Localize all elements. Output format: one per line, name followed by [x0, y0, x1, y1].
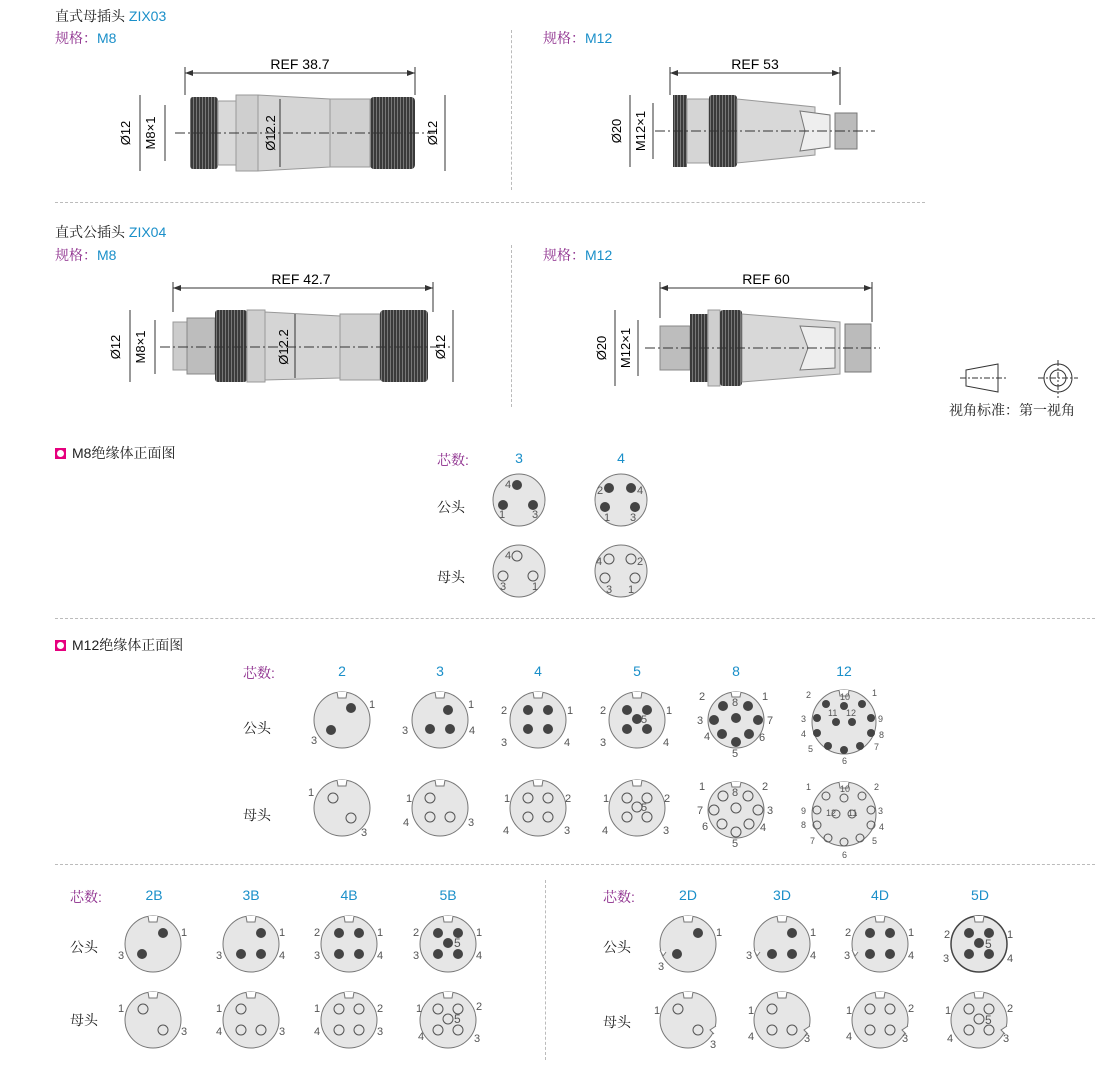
svg-text:5: 5: [641, 802, 648, 814]
d-male-2pin: [650, 912, 730, 976]
svg-text:2: 2: [874, 782, 880, 792]
svg-text:4: 4: [602, 825, 609, 837]
m8-insulator-heading: [55, 443, 175, 463]
view-standard-icon: [960, 360, 1090, 400]
svg-text:5: 5: [454, 1012, 461, 1026]
svg-text:1: 1: [1007, 929, 1014, 941]
svg-text:3: 3: [361, 827, 368, 839]
dim-diameter-body: Ø12.2: [276, 329, 291, 365]
dim-diameter-outer: Ø20: [594, 335, 609, 361]
dim-diameter-nut: Ø12: [425, 120, 440, 146]
svg-text:6: 6: [842, 850, 848, 860]
m12-male-5pin: [597, 688, 677, 752]
core-count: 3: [515, 450, 523, 466]
core-count: 3B: [242, 887, 260, 903]
svg-text:3: 3: [564, 825, 571, 837]
core-count: 8: [732, 663, 740, 679]
d-female-2pin: [650, 988, 730, 1052]
spec-male-m12: [543, 245, 612, 265]
core-count: 12: [836, 663, 852, 679]
core-count: 4: [617, 450, 625, 466]
svg-text:4: 4: [377, 950, 384, 962]
svg-text:4: 4: [947, 1033, 954, 1045]
svg-text:2: 2: [314, 927, 321, 939]
svg-text:4: 4: [314, 1026, 321, 1038]
svg-text:2: 2: [565, 793, 572, 805]
m12-female-5pin: [597, 776, 677, 840]
core-count: 4B: [340, 887, 358, 903]
svg-text:2: 2: [908, 1003, 915, 1015]
svg-text:2: 2: [476, 1001, 483, 1013]
svg-text:5: 5: [985, 1013, 992, 1027]
svg-text:3: 3: [630, 512, 637, 524]
svg-text:2: 2: [413, 927, 420, 939]
svg-text:5: 5: [808, 744, 814, 754]
svg-text:9: 9: [878, 714, 884, 724]
female-plug-name: 直式母插头: [55, 8, 125, 24]
m12-insulator-title: M12绝缘体正面图: [72, 637, 184, 653]
svg-text:3: 3: [697, 715, 704, 727]
svg-text:1: 1: [806, 782, 812, 792]
svg-text:2: 2: [664, 793, 671, 805]
divider-vertical: [545, 880, 546, 1060]
dim-diameter-body: Ø12.2: [263, 115, 278, 151]
svg-text:7: 7: [810, 836, 816, 846]
svg-text:1: 1: [666, 705, 673, 717]
svg-text:12: 12: [846, 708, 857, 718]
svg-text:2: 2: [600, 705, 607, 717]
svg-text:8: 8: [879, 730, 885, 740]
male-row-label: 公头: [603, 939, 631, 955]
m12-male-3pin: [400, 688, 480, 752]
m12-female-8pin: [696, 774, 780, 850]
svg-text:5: 5: [454, 936, 461, 950]
svg-text:4: 4: [810, 950, 817, 962]
svg-text:1: 1: [716, 927, 723, 939]
svg-text:3: 3: [746, 950, 753, 962]
svg-text:1: 1: [468, 699, 475, 711]
svg-text:7: 7: [697, 805, 704, 817]
svg-text:3: 3: [844, 950, 851, 962]
svg-text:5: 5: [732, 838, 739, 850]
svg-text:4: 4: [596, 556, 603, 568]
svg-text:4: 4: [476, 950, 483, 962]
drawing-male-m8: [105, 270, 465, 395]
svg-text:4: 4: [469, 725, 476, 737]
m8-insulator-title: M8绝缘体正面图: [72, 445, 176, 461]
svg-text:8: 8: [732, 697, 739, 709]
svg-text:1: 1: [872, 688, 878, 698]
m12-male-12pin: [800, 684, 890, 766]
m8-male-4pin: [592, 472, 652, 528]
d-female-3pin: [744, 988, 824, 1052]
d-male-3pin: [744, 912, 824, 976]
svg-text:1: 1: [604, 512, 611, 524]
core-count: 4D: [871, 887, 889, 903]
svg-text:6: 6: [842, 756, 848, 766]
svg-text:3: 3: [902, 1033, 909, 1045]
svg-text:6: 6: [702, 821, 709, 833]
svg-text:3: 3: [377, 1026, 384, 1038]
d-male-4pin: [842, 912, 922, 976]
svg-text:9: 9: [801, 806, 807, 816]
m12-male-8pin: [696, 684, 780, 760]
core-label: 芯数:: [603, 889, 635, 905]
svg-text:3: 3: [532, 509, 539, 521]
svg-text:8: 8: [732, 787, 739, 799]
m8-female-3pin: [490, 543, 550, 599]
svg-text:1: 1: [699, 781, 706, 793]
svg-text:3: 3: [413, 950, 420, 962]
dim-ref: REF 42.7: [271, 271, 331, 287]
core-count: 2B: [145, 887, 163, 903]
svg-text:8: 8: [801, 820, 807, 830]
svg-text:1: 1: [846, 1005, 853, 1017]
svg-text:3: 3: [658, 961, 665, 973]
svg-text:1: 1: [945, 1005, 952, 1017]
svg-text:2: 2: [1007, 1003, 1014, 1015]
dim-diameter-outer: Ø12: [118, 120, 133, 146]
core-count: 2: [338, 663, 346, 679]
svg-text:1: 1: [377, 927, 384, 939]
svg-text:10: 10: [840, 784, 851, 794]
svg-text:5: 5: [872, 836, 878, 846]
svg-text:1: 1: [279, 927, 286, 939]
spec-value: M12: [585, 247, 613, 263]
svg-text:3: 3: [801, 714, 807, 724]
svg-text:1: 1: [216, 1003, 223, 1015]
core-count: 5D: [971, 887, 989, 903]
svg-text:4: 4: [637, 485, 644, 497]
core-count: 2D: [679, 887, 697, 903]
spec-value: M8: [97, 247, 117, 263]
svg-text:3: 3: [878, 806, 884, 816]
svg-text:12: 12: [826, 808, 837, 818]
dim-thread: M8×1: [133, 330, 148, 364]
svg-text:11: 11: [828, 708, 838, 718]
svg-text:3: 3: [710, 1039, 717, 1051]
svg-text:3: 3: [501, 737, 508, 749]
svg-text:3: 3: [767, 805, 774, 817]
divider-horizontal: [55, 864, 1095, 865]
svg-text:1: 1: [314, 1003, 321, 1015]
svg-text:3: 3: [1003, 1033, 1010, 1045]
dim-thread: M8×1: [143, 116, 158, 150]
m8-male-3pin: [490, 472, 550, 528]
svg-text:5: 5: [641, 714, 648, 726]
female-row-label: 母头: [243, 807, 271, 823]
svg-text:1: 1: [762, 691, 769, 703]
svg-text:1: 1: [181, 927, 188, 939]
male-row-label: 公头: [437, 499, 465, 515]
spec-female-m12: [543, 28, 612, 48]
core-label: 芯数:: [437, 452, 469, 468]
svg-text:3: 3: [606, 584, 613, 596]
m12-male-4pin: [498, 688, 578, 752]
drawing-female-m12: [605, 55, 895, 185]
svg-text:1: 1: [810, 927, 817, 939]
svg-text:4: 4: [748, 1031, 755, 1043]
dim-ref: REF 53: [731, 56, 779, 72]
svg-text:1: 1: [416, 1003, 423, 1015]
svg-text:4: 4: [564, 737, 571, 749]
svg-text:4: 4: [505, 479, 512, 491]
b-female-3pin: [213, 988, 293, 1052]
svg-text:3: 3: [500, 581, 507, 593]
svg-text:4: 4: [403, 817, 410, 829]
b-male-5pin: [410, 912, 490, 976]
dim-thread: M12×1: [633, 110, 648, 152]
svg-text:3: 3: [600, 737, 607, 749]
male-plug-title: [55, 222, 166, 242]
female-plug-code: ZIX03: [128, 8, 167, 24]
core-label: 芯数:: [70, 889, 102, 905]
svg-text:1: 1: [499, 509, 506, 521]
svg-text:3: 3: [402, 725, 409, 737]
svg-text:4: 4: [663, 737, 670, 749]
svg-text:2: 2: [762, 781, 769, 793]
svg-text:1: 1: [748, 1005, 755, 1017]
svg-text:3: 3: [118, 950, 125, 962]
svg-text:1: 1: [369, 699, 376, 711]
svg-text:1: 1: [476, 927, 483, 939]
bullet-icon: [55, 448, 66, 459]
svg-text:3: 3: [474, 1033, 481, 1045]
svg-text:2: 2: [377, 1003, 384, 1015]
svg-text:2: 2: [501, 705, 508, 717]
svg-text:4: 4: [801, 729, 807, 739]
svg-text:3: 3: [943, 953, 950, 965]
svg-text:3: 3: [279, 1026, 286, 1038]
m12-male-2pin: [305, 688, 385, 752]
svg-text:4: 4: [279, 950, 286, 962]
core-count: 4: [534, 663, 542, 679]
svg-text:1: 1: [908, 927, 915, 939]
svg-text:4: 4: [216, 1026, 223, 1038]
svg-text:3: 3: [181, 1026, 188, 1038]
spec-value: M8: [97, 30, 117, 46]
m12-female-2pin: [305, 776, 385, 840]
svg-text:1: 1: [628, 584, 635, 596]
svg-text:6: 6: [759, 732, 766, 744]
core-count: 3D: [773, 887, 791, 903]
d-female-4pin: [842, 988, 922, 1052]
svg-text:3: 3: [311, 735, 318, 747]
b-female-5pin: [410, 988, 490, 1052]
svg-text:4: 4: [704, 731, 711, 743]
m12-female-4pin: [498, 776, 578, 840]
svg-text:4: 4: [908, 950, 915, 962]
m12-insulator-heading: [55, 635, 183, 655]
dim-thread: M12×1: [618, 327, 633, 369]
divider-vertical: [511, 245, 512, 407]
svg-text:4: 4: [503, 825, 510, 837]
b-female-2pin: [115, 988, 195, 1052]
svg-text:10: 10: [840, 692, 851, 702]
view-standard-label: 视角标准：第一视角: [949, 402, 1075, 418]
spec-prefix: 规格：: [543, 247, 585, 263]
svg-text:4: 4: [846, 1031, 853, 1043]
svg-text:2: 2: [944, 929, 951, 941]
svg-text:3: 3: [314, 950, 321, 962]
svg-text:4: 4: [879, 822, 885, 832]
core-count: 5: [633, 663, 641, 679]
female-row-label: 母头: [437, 569, 465, 585]
svg-text:1: 1: [654, 1005, 661, 1017]
svg-text:1: 1: [406, 793, 413, 805]
drawing-female-m8: [115, 55, 455, 185]
core-count: 5B: [439, 887, 457, 903]
divider-vertical: [511, 30, 512, 190]
spec-prefix: 规格：: [55, 247, 97, 263]
svg-text:1: 1: [504, 793, 511, 805]
female-row-label: 母头: [603, 1014, 631, 1030]
svg-text:1: 1: [603, 793, 610, 805]
b-male-4pin: [311, 912, 391, 976]
svg-text:2: 2: [806, 690, 812, 700]
svg-text:1: 1: [567, 705, 574, 717]
svg-text:1: 1: [532, 581, 539, 593]
spec-male-m8: [55, 245, 116, 265]
b-female-4pin: [311, 988, 391, 1052]
spec-prefix: 规格：: [55, 30, 97, 46]
drawing-male-m12: [590, 270, 890, 395]
svg-text:2: 2: [597, 485, 604, 497]
dim-diameter-nut: Ø12: [433, 334, 448, 360]
svg-text:1: 1: [308, 787, 315, 799]
core-count: 3: [436, 663, 444, 679]
core-label: 芯数:: [243, 665, 275, 681]
divider-horizontal: [55, 202, 925, 203]
svg-text:3: 3: [663, 825, 670, 837]
m12-female-3pin: [400, 776, 480, 840]
svg-text:7: 7: [874, 742, 880, 752]
female-row-label: 母头: [70, 1012, 98, 1028]
svg-text:4: 4: [505, 550, 512, 562]
svg-text:3: 3: [468, 817, 475, 829]
svg-text:3: 3: [216, 950, 223, 962]
m12-female-12pin: [800, 774, 890, 860]
svg-text:3: 3: [804, 1033, 811, 1045]
spec-female-m8: [55, 28, 116, 48]
female-plug-title: [55, 6, 166, 26]
svg-text:11: 11: [848, 808, 858, 818]
d-male-5pin: [941, 912, 1021, 976]
dim-diameter-outer: Ø20: [609, 118, 624, 144]
male-row-label: 公头: [70, 939, 98, 955]
svg-text:4: 4: [418, 1031, 425, 1043]
male-row-label: 公头: [243, 720, 271, 736]
dim-ref: REF 38.7: [270, 56, 330, 72]
dim-diameter-outer: Ø12: [108, 334, 123, 360]
svg-text:2: 2: [845, 927, 852, 939]
b-male-2pin: [115, 912, 195, 976]
male-plug-name: 直式公插头: [55, 224, 125, 240]
svg-text:5: 5: [732, 748, 739, 760]
svg-text:2: 2: [637, 556, 644, 568]
bullet-icon: [55, 640, 66, 651]
svg-text:7: 7: [767, 715, 774, 727]
svg-text:2: 2: [699, 691, 706, 703]
svg-text:1: 1: [118, 1003, 125, 1015]
svg-text:5: 5: [985, 937, 992, 951]
svg-text:4: 4: [1007, 953, 1014, 965]
dim-ref: REF 60: [742, 271, 790, 287]
spec-value: M12: [585, 30, 613, 46]
spec-prefix: 规格：: [543, 30, 585, 46]
svg-text:4: 4: [760, 822, 767, 834]
male-plug-code: ZIX04: [128, 224, 167, 240]
m8-female-4pin: [592, 543, 652, 599]
divider-horizontal: [55, 618, 1095, 619]
b-male-3pin: [213, 912, 293, 976]
d-female-5pin: [941, 988, 1021, 1052]
